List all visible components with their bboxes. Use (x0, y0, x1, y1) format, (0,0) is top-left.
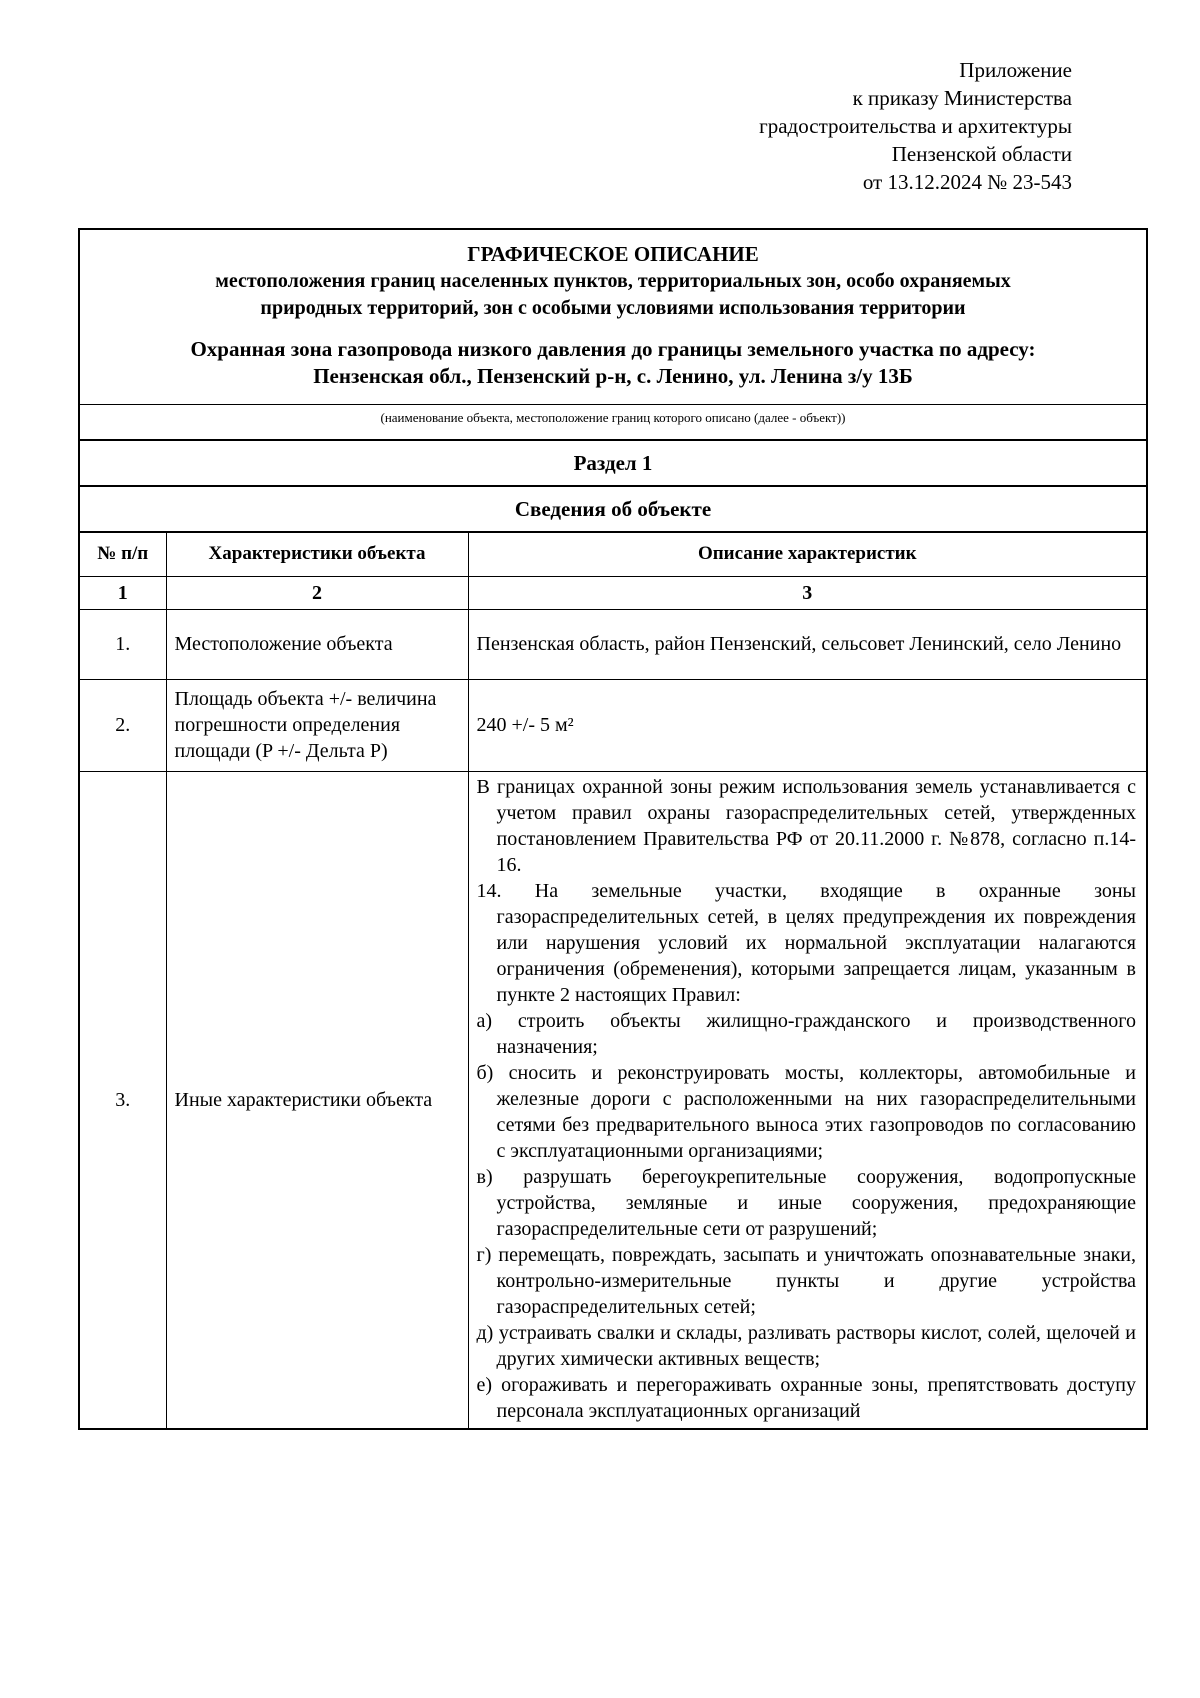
appendix-line: от 13.12.2024 № 23-543 (862, 170, 1072, 194)
object-name-line: Охранная зона газопровода низкого давления до границы земельного участка по адресу: (190, 337, 1036, 361)
characteristics-table (80, 531, 1146, 1428)
document-frame (78, 228, 1148, 1430)
description-paragraph: б) сносить и реконструировать мосты, коллекторы, автомобильные и железные дороги с расположенными на них газораспределительными сетями без предварительного выноса этих газопроводов по согласованию с эксплуатационными организациями; (476, 1061, 1136, 1162)
document-subtitle-line: природных территорий, зон с особыми условиями использования территории (260, 297, 966, 319)
description-paragraph: г) перемещать, повреждать, засыпать и уничтожать опознавательные знаки, контрольно-измерительные пункты и другие устройства газораспределительных сетей; (476, 1243, 1136, 1318)
description-paragraph: е) огораживать и перегораживать охранные зоны, препятствовать доступу персонала эксплуатационных организаций (476, 1373, 1136, 1422)
table-row (80, 609, 1146, 679)
row-description (468, 771, 1146, 1428)
description-paragraph: а) строить объекты жилищно-гражданского и производственного назначения; (476, 1009, 1136, 1058)
description-paragraph: В границах охранной зоны режим использования земель устанавливается с учетом правил охраны газораспределительных сетей, утвержденных постановлением Правительства РФ от 20.11.2000 г. №878, согласно п.14-16. (476, 775, 1136, 876)
row-characteristic: Площадь объекта +/- величина погрешности определения площади (P +/- Дельта P) (166, 679, 468, 771)
object-caption: (наименование объекта, местоположение границ которого описано (далее - объект)) (80, 404, 1146, 439)
document-subtitle-line: местоположения границ населенных пунктов, территориальных зон, особо охраняемых (215, 270, 1011, 292)
appendix-line: Пензенской области (891, 142, 1072, 166)
table-header-row (80, 532, 1146, 576)
row-characteristic: Иные характеристики объекта (166, 771, 468, 1428)
document-title: ГРАФИЧЕСКОЕ ОПИСАНИЕ (467, 242, 759, 266)
header-cell-number: № п/п (80, 532, 166, 576)
row-description: 240 +/- 5 м² (468, 679, 1146, 771)
title-block (80, 230, 1146, 400)
row-characteristic: Местоположение объекта (166, 609, 468, 679)
row-number: 2. (80, 679, 166, 771)
description-paragraph: 14. На земельные участки, входящие в охранные зоны газораспределительных сетей, в целях предупреждения их повреждения или нарушения условий их нормальной эксплуатации налагаются ограничения (обременения), которыми запрещается лицам, указанным в пункте 2 настоящих Правил: (476, 879, 1136, 1006)
object-name (90, 336, 1136, 400)
appendix-line: к приказу Министерства (852, 86, 1072, 110)
column-number: 2 (166, 576, 468, 609)
row-number: 3. (80, 771, 166, 1428)
table-row (80, 679, 1146, 771)
column-number: 1 (80, 576, 166, 609)
column-number-row (80, 576, 1146, 609)
description-paragraph: д) устраивать свалки и склады, разливать растворы кислот, солей, щелочей и других химически активных веществ; (476, 1321, 1136, 1370)
row-description: Пензенская область, район Пензенский, сельсовет Ленинский, село Ленино (468, 609, 1146, 679)
section-label: Раздел 1 (80, 439, 1146, 485)
appendix-header (512, 56, 1072, 196)
description-paragraph: в) разрушать берегоукрепительные сооружения, водопропускные устройства, земляные и иные сооружения, предохраняющие газораспределительные сети от разрушений; (476, 1165, 1136, 1240)
header-cell-characteristic: Характеристики объекта (166, 532, 468, 576)
appendix-line: Приложение (959, 58, 1072, 82)
column-number: 3 (468, 576, 1146, 609)
table-row (80, 771, 1146, 1428)
object-name-line: Пензенская обл., Пензенский р-н, с. Ленино, ул. Ленина з/у 13Б (313, 364, 913, 388)
appendix-line: градостроительства и архитектуры (759, 114, 1072, 138)
section-heading: Сведения об объекте (80, 485, 1146, 531)
row-number: 1. (80, 609, 166, 679)
header-cell-description: Описание характеристик (468, 532, 1146, 576)
